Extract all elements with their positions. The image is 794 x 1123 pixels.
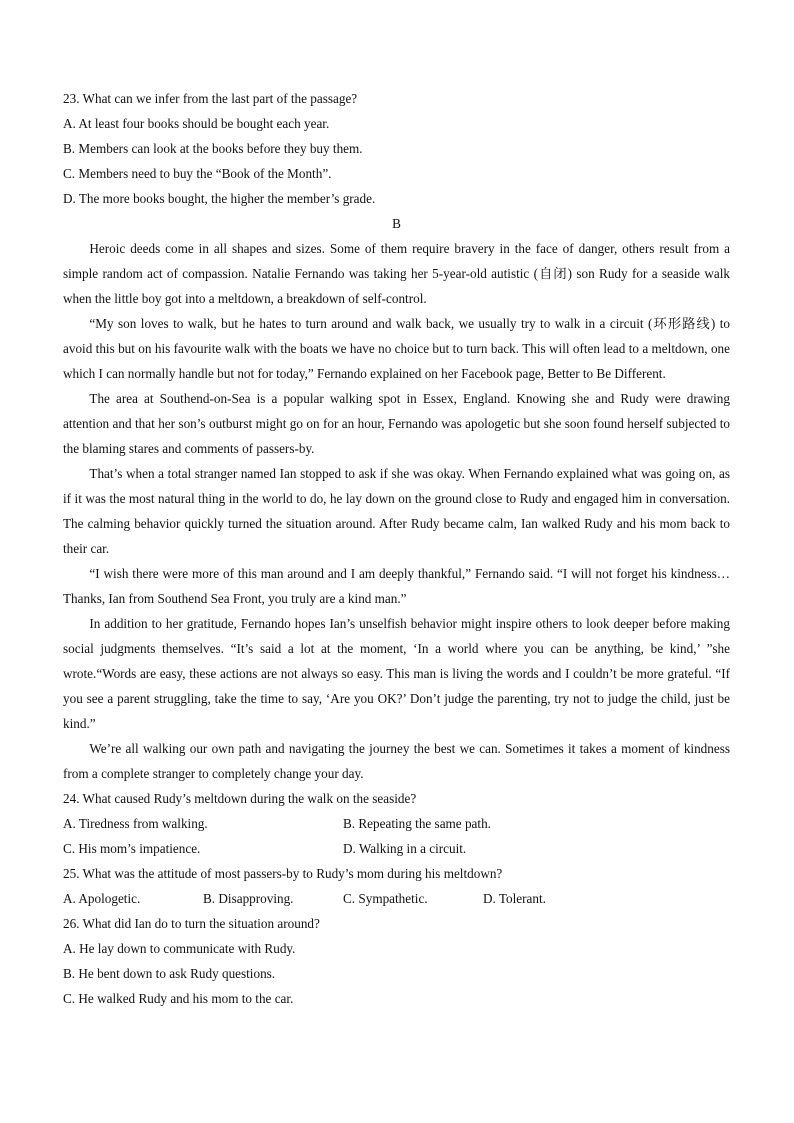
question-25-stem: 25. What was the attitude of most passers-by to Rudy’s mom during his meltdown? [63,866,503,881]
passage-paragraph-1: Heroic deeds come in all shapes and sizes. Some of them require bravery in the face of danger, others result from a simple random act of compassion. Natalie Fernando was taking her 5-year-old autistic (自闭) son Rudy for a seaside walk when the little boy got into a meltdown, a breakdown of self-control. [63,241,730,306]
question-26 [63,911,730,1011]
passage-paragraph-5: “I wish there were more of this man around and I am deeply thankful,” Fernando said. “I will not forget his kindness… Thanks, Ian from Southend Sea Front, you truly are a kind man.” [63,566,730,606]
passage-paragraph-6: In addition to her gratitude, Fernando hopes Ian’s unselfish behavior might inspire others to look deeper before making social judgments themselves. “It’s said a lot at the moment, ‘In a world where you can be anything, be kind,’ ”she wrote.“Words are easy, these actions are not always so easy. This man is living the words and I couldn’t be more grateful. “If you see a parent struggling, take the time to say, ‘Are you OK?’ Don’t judge the parenting, try not to judge the child, just be kind.” [63,616,730,731]
question-24-option-a: A. Tiredness from walking. [63,816,208,831]
question-25-option-d: D. Tolerant. [483,891,546,906]
question-25 [63,861,730,911]
question-23-option-a: A. At least four books should be bought each year. [63,116,330,131]
question-23-option-b: B. Members can look at the books before they buy them. [63,141,363,156]
question-23-stem: 23. What can we infer from the last part of the passage? [63,91,358,106]
question-24-options-row-2 [63,836,730,861]
question-26-option-a: A. He lay down to communicate with Rudy. [63,941,296,956]
question-24 [63,786,730,861]
question-24-options-row-1 [63,811,730,836]
question-26-stem: 26. What did Ian do to turn the situation around? [63,916,320,931]
question-26-option-c: C. He walked Rudy and his mom to the car. [63,991,294,1006]
question-24-option-b: B. Repeating the same path. [343,816,491,831]
question-23-option-d: D. The more books bought, the higher the member’s grade. [63,191,376,206]
question-26-option-b: B. He bent down to ask Rudy questions. [63,966,276,981]
passage-paragraph-7: We’re all walking our own path and navigating the journey the best we can. Sometimes it takes a moment of kindness from a complete stranger to completely change your day. [63,741,730,781]
section-label: B [392,216,401,231]
question-25-option-c: C. Sympathetic. [343,891,428,906]
passage-paragraph-4: That’s when a total stranger named Ian stopped to ask if she was okay. When Fernando explained what was going on, as if it was the most natural thing in the world to do, he lay down on the ground close to Rudy and engaged him in conversation. The calming behavior quickly turned the situation around. After Rudy became calm, Ian walked Rudy and his mom back to their car. [63,466,730,556]
passage-paragraph-3: The area at Southend-on-Sea is a popular walking spot in Essex, England. Knowing she and Rudy were drawing attention and that her son’s outburst might go on for an hour, Fernando was apologetic but she soon found herself subjected to the blaming stares and comments of passers-by. [63,391,730,456]
passage-paragraph-2: “My son loves to walk, but he hates to turn around and walk back, we usually try to walk in a circuit (环形路线) to avoid this but on his favourite walk with the boats we have no choice but to turn back. This will often lead to a meltdown, one which I can normally handle but not for today,” Fernando explained on her Facebook page, Better to Be Different. [63,316,730,381]
question-24-stem: 24. What caused Rudy’s meltdown during the walk on the seaside? [63,791,417,806]
question-25-option-a: A. Apologetic. [63,891,141,906]
question-24-option-d: D. Walking in a circuit. [343,841,467,856]
question-24-option-c: C. His mom’s impatience. [63,841,201,856]
question-23 [63,86,730,211]
page-content [63,86,730,1011]
question-25-option-b: B. Disapproving. [203,891,294,906]
question-25-options-row [63,886,730,911]
question-23-option-c: C. Members need to buy the “Book of the Month”. [63,166,332,181]
passage [63,236,730,786]
